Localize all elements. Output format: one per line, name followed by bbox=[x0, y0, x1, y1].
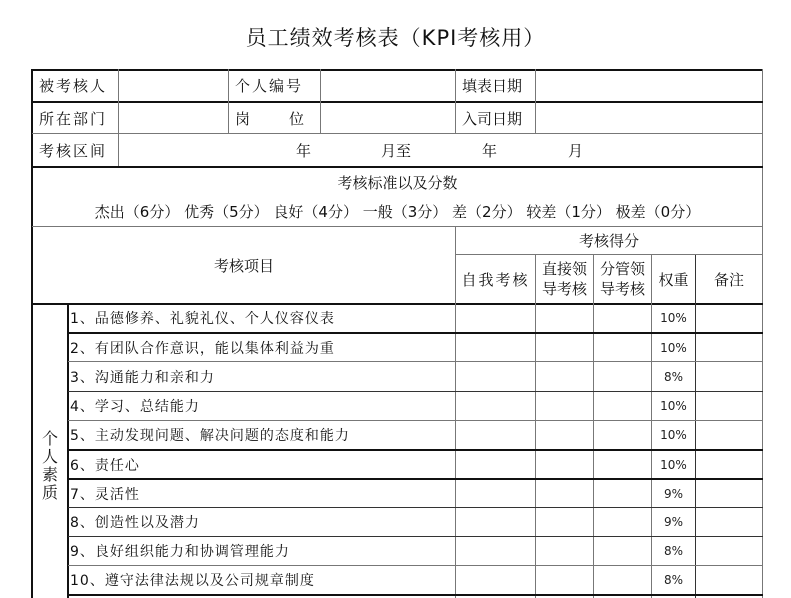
item-label-9: 9、良好组织能力和协调管理能力 bbox=[70, 544, 290, 560]
item-label-10: 10、遵守法律法规以及公司规章制度 bbox=[70, 573, 315, 589]
label-department: 所在部门 bbox=[39, 109, 108, 128]
header-weight: 权重 bbox=[658, 270, 689, 289]
item-weight-10: 8% bbox=[663, 573, 684, 587]
period-year-end[interactable]: 年 bbox=[482, 141, 498, 160]
fill-date-field[interactable] bbox=[536, 70, 762, 101]
position-field[interactable] bbox=[321, 103, 455, 133]
item-label-4: 4、学习、总结能力 bbox=[70, 399, 200, 415]
item-weight-6: 10% bbox=[660, 457, 687, 472]
header-branch-line1: 分管领 bbox=[599, 260, 645, 278]
category-label: 个人素质 bbox=[39, 430, 59, 502]
remark-column[interactable] bbox=[696, 304, 762, 594]
item-label-8: 8、创造性以及潜力 bbox=[70, 515, 200, 531]
item-weight-9: 8% bbox=[663, 544, 684, 558]
header-direct-line1: 直接领 bbox=[541, 260, 587, 278]
item-weight-5: 10% bbox=[660, 428, 687, 442]
employee-id-field[interactable] bbox=[321, 70, 455, 101]
direct-leader-score-column[interactable] bbox=[536, 304, 593, 594]
item-label-2: 2、有团队合作意识，能以集体利益为重 bbox=[70, 340, 335, 357]
header-direct-leader bbox=[536, 255, 593, 303]
period-month-to[interactable]: 月至 bbox=[381, 141, 412, 160]
divider bbox=[67, 304, 69, 598]
page-title: 员工绩效考核表（KPI考核用） bbox=[245, 26, 546, 50]
standards-levels: 杰出（6分） 优秀（5分） 良好（4分） 一般（3分） 差（2分） 较差（1分） 极差（0分） bbox=[94, 202, 701, 221]
header-branch-line2: 导考核 bbox=[599, 280, 645, 298]
item-label-3: 3、沟通能力和亲和力 bbox=[70, 369, 215, 386]
branch-leader-score-column[interactable] bbox=[594, 304, 651, 594]
item-weight-7: 9% bbox=[663, 486, 684, 501]
header-direct-line2: 导考核 bbox=[541, 280, 587, 298]
label-employee-id: 个人编号 bbox=[235, 77, 304, 95]
header-item: 考核项目 bbox=[213, 256, 274, 275]
header-score-group: 考核得分 bbox=[578, 232, 639, 250]
item-label-6: 6、责任心 bbox=[70, 457, 140, 474]
label-join-date: 入司日期 bbox=[462, 109, 523, 128]
divider bbox=[68, 594, 763, 596]
item-label-5: 5、主动发现问题、解决问题的态度和能力 bbox=[70, 428, 350, 444]
period-year-start[interactable]: 年 bbox=[296, 141, 312, 160]
item-label-1: 1、品德修养、礼貌礼仪、个人仪容仪表 bbox=[70, 311, 335, 327]
item-weight-2: 10% bbox=[660, 340, 687, 355]
department-field[interactable] bbox=[119, 103, 228, 133]
label-period: 考核区间 bbox=[39, 141, 108, 160]
label-fill-date: 填表日期 bbox=[462, 77, 523, 95]
header-self: 自我考核 bbox=[461, 270, 530, 289]
employee-field[interactable] bbox=[119, 70, 228, 101]
standards-heading: 考核标准以及分数 bbox=[337, 173, 458, 192]
item-label-7: 7、灵活性 bbox=[70, 486, 140, 503]
label-employee: 被考核人 bbox=[39, 77, 108, 95]
join-date-field[interactable] bbox=[536, 103, 762, 133]
self-score-column[interactable] bbox=[456, 304, 535, 594]
header-remark: 备注 bbox=[713, 270, 744, 289]
item-weight-3: 8% bbox=[663, 369, 684, 384]
period-month-end[interactable]: 月 bbox=[568, 141, 584, 160]
item-weight-8: 9% bbox=[663, 515, 684, 529]
label-position: 岗 位 bbox=[235, 109, 308, 128]
header-branch-leader bbox=[594, 255, 651, 303]
item-weight-4: 10% bbox=[660, 399, 687, 413]
item-weight-1: 10% bbox=[660, 311, 687, 325]
